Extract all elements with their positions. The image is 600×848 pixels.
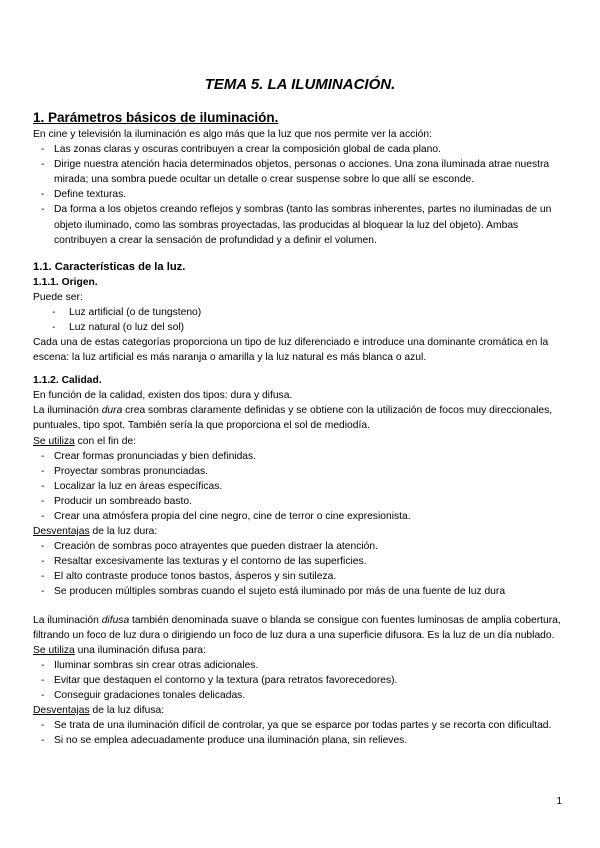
difusa-disadvantages-intro: Desventajas de la luz difusa: [33,705,165,717]
list-item: - Dirige nuestra atención hacia determinados objetos, personas o acciones. Una zona iluminada atrae nuestra mirada; una sombra puede ocultar un detalle o crear suspense sobre lo que allí se esconde. [33,157,567,187]
calidad-intro: En función de la calidad, existen dos tipos: dura y difusa. [33,390,293,402]
list-item: - Resaltar excesivamente las texturas y el contorno de las superficies. [33,554,567,569]
list-item: - Producir un sombreado basto. [33,494,567,509]
list-item: - Las zonas claras y oscuras contribuyen a crear la composición global de cada plano. [33,142,567,157]
section-1-heading: 1. Parámetros básicos de iluminación. [33,110,279,125]
list-item: - Iluminar sombras sin crear otras adicionales. [33,658,567,673]
dura-paragraph: La iluminación dura crea sombras claramente definidas y se obtiene con la utilización de focos muy direccionales, puntuales, tipo spot. También sería la que proporciona el sol de mediodía. [33,405,553,432]
origen-intro: Puede ser: [33,291,83,303]
page-number: 1 [556,796,562,807]
section-1-intro: En cine y televisión la iluminación es algo más que la luz que nos permite ver la acción: [33,129,432,140]
list-item: - El alto contraste produce tonos bastos, ásperos y sin sutileza. [33,569,567,584]
list-item: - Si no se emplea adecuadamente produce una iluminación plana, sin relieves. [33,733,567,748]
dura-disadvantages-intro: Desventajas de la luz dura: [33,526,158,538]
list-item: - Da forma a los objetos creando reflejos y sombras (tanto las sombras inherentes, partes no iluminadas de un objeto iluminado, como las sombras proyectadas, las producidas al bloquear la luz del objeto). Ambas contribuyen a crear la sensación de profundidad y a definir el volumen. [33,202,567,247]
origen-list [33,305,567,335]
list-item: - Proyectar sombras pronunciadas. [33,464,567,479]
section-1-1-2-heading: 1.1.2. Calidad. [33,375,102,387]
list-item: - Localizar la luz en áreas específicas. [33,479,567,494]
origen-text: Cada una de estas categorías proporciona un tipo de luz diferenciado e introduce una dominante cromática en la escena: la luz artificial es más naranja o amarilla y la luz natural es más blanca o azul. [33,337,549,364]
list-item: - Se producen múltiples sombras cuando el sujeto está iluminado por más de una fuente de luz dura [33,584,567,599]
list-item: - Creación de sombras poco atrayentes que pueden distraer la atención. [33,539,567,554]
document-body [33,108,567,748]
dura-disadvantages-list [33,539,567,599]
list-item: - Luz natural (o luz del sol) [33,320,567,335]
difusa-disadvantages-list [33,718,567,748]
list-item: - Define texturas. [33,187,567,202]
list-item: - Luz artificial (o de tungsteno) [33,305,567,320]
difusa-uses-list [33,658,567,703]
list-item: - Crear formas pronunciadas y bien definidas. [33,449,567,464]
dura-uses-intro: Se utiliza con el fin de: [33,435,137,447]
difusa-paragraph: La iluminación difusa también denominada suave o blanda se consigue con fuentes luminosas de amplia cobertura, filtrando un foco de luz dura o dirigiendo un foco de luz dura a una superficie difusora. Es la luz de un día nublado. Se utiliza una iluminación difusa para: [33,614,561,656]
dura-uses-list [33,449,567,524]
section-1-1-1-heading: 1.1.1. Origen. [33,276,98,288]
page-title: TEMA 5. LA ILUMINACIÓN. [204,76,396,93]
list-item: - Conseguir gradaciones tonales delicadas. [33,688,567,703]
section-1-1-heading: 1.1. Características de la luz. [33,260,186,273]
section-1-list [33,142,567,248]
list-item: - Evitar que destaquen el contorno y la textura (para retratos favorecedores). [33,673,567,688]
list-item: - Se trata de una iluminación difícil de controlar, ya que se esparce por todas partes y se recorta con dificultad. [33,718,567,733]
list-item: - Crear una atmósfera propia del cine negro, cine de terror o cine expresionista. [33,509,567,524]
